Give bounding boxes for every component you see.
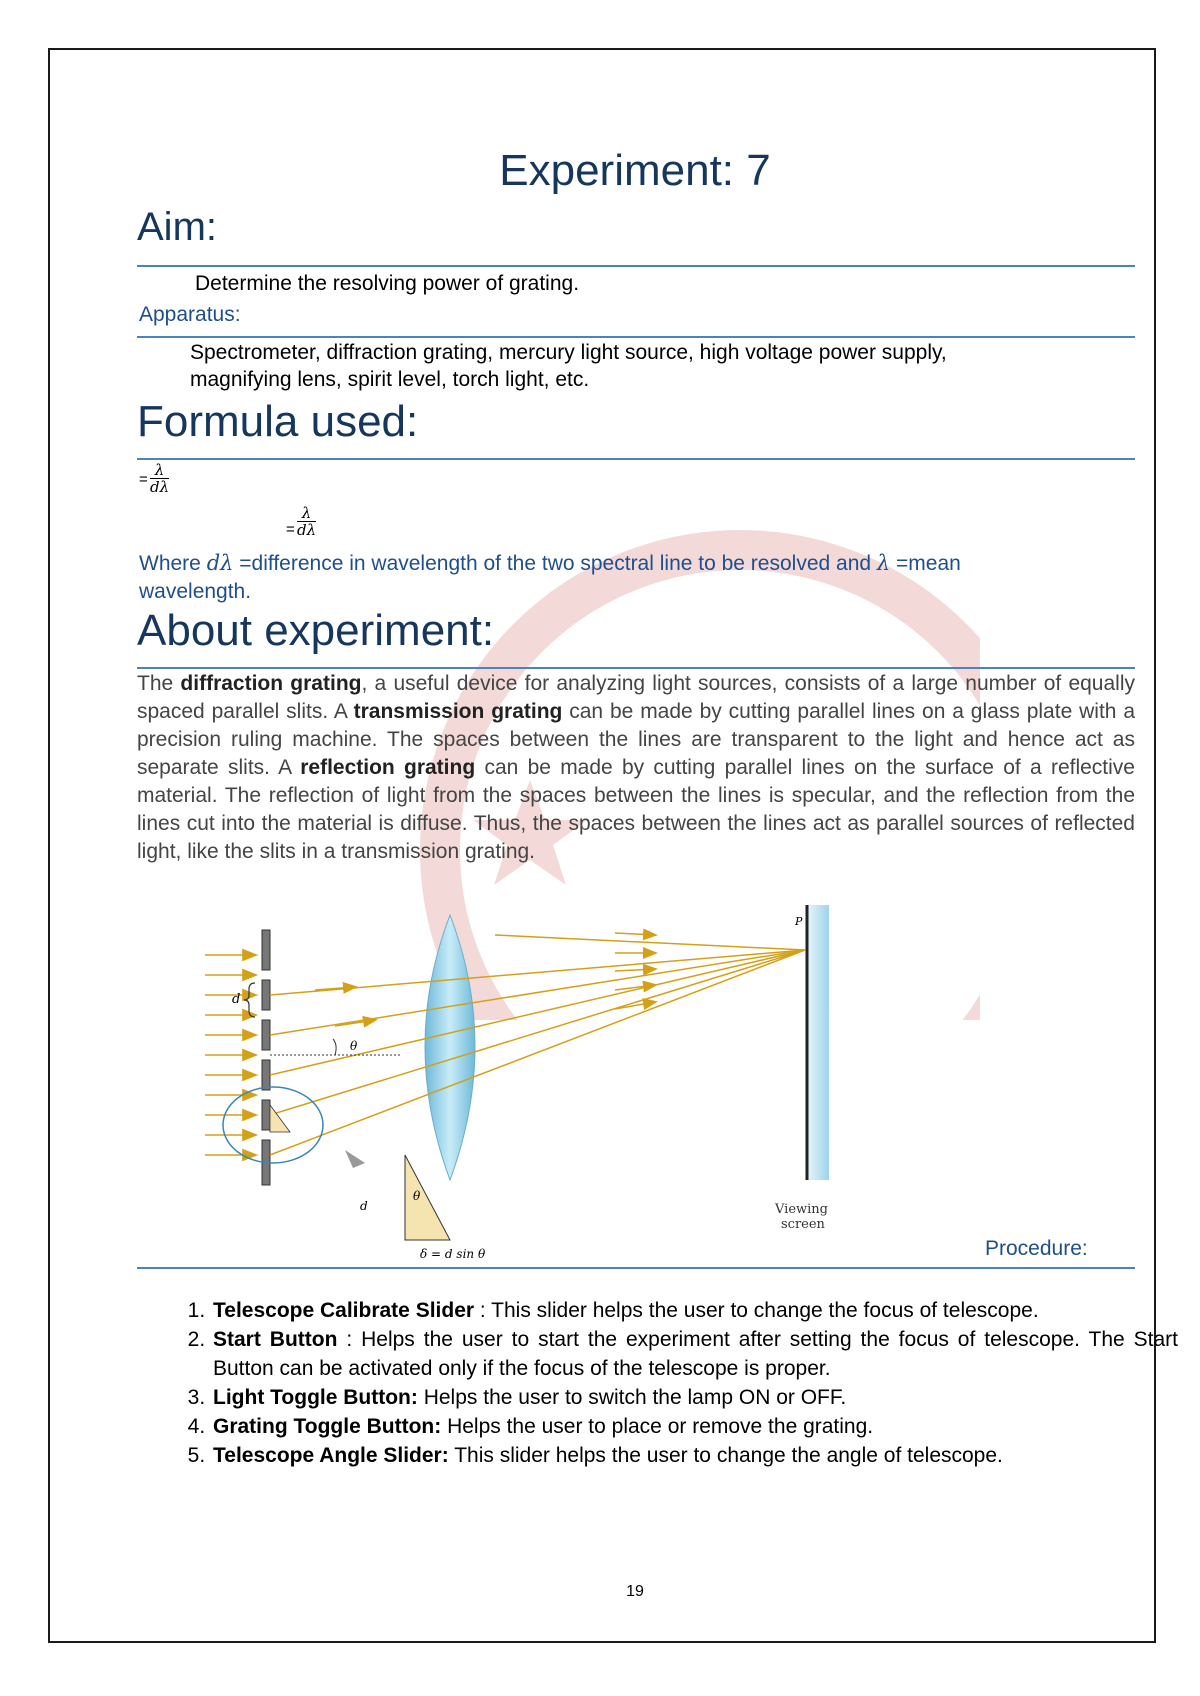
grating [262, 930, 270, 1185]
procedure-item-text: Helps the user to place or remove the grating. [441, 1415, 874, 1438]
procedure-item-text: Helps the user to switch the lamp ON or OFF. [417, 1386, 847, 1409]
where-prefix: Where [139, 552, 207, 575]
where-mid: =difference in wavelength of the two spectral line to be resolved and [233, 552, 877, 575]
fig-label-viewing: Viewing [775, 1202, 828, 1217]
procedure-item [211, 1383, 1178, 1412]
about-text-1: The [137, 672, 181, 695]
incident-rays [205, 955, 255, 1155]
converging-lens [425, 915, 475, 1180]
procedure-rule [137, 1267, 1135, 1269]
where-lambda-symbol: λ [876, 551, 891, 575]
formula-eq-1-sign: = [139, 471, 148, 488]
procedure-item [211, 1296, 1178, 1325]
about-heading: About experiment: [137, 606, 495, 655]
procedure-item-text: : Helps the user to start the experiment after setting the focus of telescope. The Start Button can be activated only if the focus of the telescope is proper. [213, 1328, 1178, 1380]
apparatus-heading: Apparatus: [139, 303, 241, 326]
apparatus-rule [137, 336, 1135, 338]
viewing-screen [807, 905, 829, 1180]
formula-fraction-2 [297, 505, 316, 538]
formula-where-line-2: wavelength. [139, 580, 252, 603]
apparatus-line-1: Spectrometer, diffraction grating, mercury light source, high voltage power supply, [190, 341, 947, 364]
aim-rule [137, 265, 1135, 267]
fig-label-d: d [232, 992, 241, 1007]
fig-label-theta-inset: θ [413, 1189, 421, 1203]
formula-numerator-2: λ [297, 505, 316, 522]
diffraction-grating-figure [195, 895, 1025, 1265]
procedure-list [168, 1296, 1178, 1470]
procedure-heading: Procedure: [985, 1237, 1088, 1260]
about-bold-transmission: transmission grating [353, 700, 563, 723]
formula-eq-2-sign: = [286, 521, 295, 538]
path-difference-triangle [405, 1155, 450, 1240]
fig-label-d-inset: d [360, 1199, 368, 1213]
fig-label-delta: δ = d sin θ [420, 1247, 486, 1261]
aim-heading: Aim: [137, 205, 217, 249]
fig-label-screen: screen [781, 1217, 825, 1232]
apparatus-text [190, 339, 947, 393]
formula-where-text [139, 549, 961, 606]
formula-denominator-1: dλ [150, 478, 170, 496]
procedure-item-title: Telescope Angle Slider: [213, 1444, 449, 1467]
formula-rule [137, 458, 1135, 460]
page-number: 19 [626, 1583, 644, 1600]
formula-numerator-1: λ [150, 462, 169, 479]
procedure-item-text: : This slider helps the user to change the focus of telescope. [474, 1299, 1039, 1322]
formula-where-line-1 [139, 549, 961, 578]
procedure-item [211, 1412, 1178, 1441]
procedure-item-title: Telescope Calibrate Slider [213, 1299, 475, 1322]
procedure-item [211, 1441, 1178, 1470]
procedure-item [211, 1325, 1178, 1383]
procedure-item-title: Grating Toggle Button: [213, 1415, 442, 1438]
where-dl-symbol: dλ [206, 551, 234, 575]
about-text-4: can be made by cutting parallel lines on the surface of a reflective material. The reflection of light from the spaces between the lines is specular, and the reflection from the lines cut into the material is diffuse. Thus, the spaces between the lines act as parallel sources of reflected light, like the slits in a transmission grating. [137, 756, 1135, 863]
about-text-3: can be made by cutting parallel lines on a glass plate with a precision ruling machine. The spaces between the lines are transparent to the light and hence act as separate slits. A [137, 700, 1136, 779]
apparatus-line-2: magnifying lens, spirit level, torch light, etc. [190, 368, 590, 391]
about-text-2: , a useful device for analyzing light sources, consists of a large number of equally spaced parallel slits. A [137, 672, 1135, 723]
procedure-item-title: Start Button [213, 1328, 338, 1351]
formula-fraction-1 [150, 462, 169, 495]
formula-heading: Formula used: [137, 397, 419, 446]
zoom-arrow [345, 1150, 365, 1168]
aim-text: Determine the resolving power of grating. [195, 272, 580, 295]
about-rule [137, 667, 1135, 669]
where-end: =mean [890, 552, 961, 575]
procedure-item-title: Light Toggle Button: [213, 1386, 418, 1409]
procedure-item-text: This slider helps the user to change the angle of telescope. [448, 1444, 1003, 1467]
about-bold-diffraction: diffraction grating [180, 672, 362, 695]
about-bold-reflection: reflection grating [300, 756, 476, 779]
about-paragraph [137, 670, 1135, 866]
page-title: Experiment: 7 [499, 146, 771, 195]
formula-denominator-2: dλ [297, 521, 317, 539]
fig-label-theta: θ [350, 1039, 358, 1053]
fig-label-p: P [795, 915, 803, 928]
